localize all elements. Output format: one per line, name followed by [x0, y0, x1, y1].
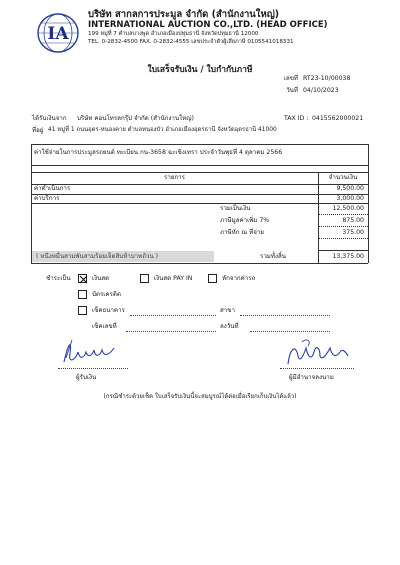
- col-item-header: รายการ: [164, 174, 185, 181]
- company-contact: TEL. 0-2832-4500 FAX. 0-2832-4555 เลขประจำตัวผู้เสียภาษี 0105541018331: [88, 39, 294, 45]
- tax-id: 0415562000021: [312, 115, 364, 122]
- cheque-bank-label: เช็คธนาคาร: [92, 307, 125, 314]
- deduct-option: หักจากค่ารถ: [222, 275, 256, 282]
- receiver-label: ผู้รับเงิน: [76, 374, 97, 381]
- vat-amount: 875.00: [342, 217, 364, 224]
- subtotal-label: รวมเป็นเงิน: [220, 205, 251, 212]
- authorized-signature: [282, 334, 352, 370]
- doc-date-label: วันที่: [286, 87, 298, 94]
- cash-checkbox[interactable]: [78, 274, 87, 283]
- company-address: 199 หมู่ที่ 7 ตำบลบางพูด อำเภอเมืองปทุมธานี จังหวัดปทุมธานี 12000: [88, 31, 259, 37]
- branch-label: สาขา: [220, 307, 235, 314]
- credit-card-option: บัตรเครดิต: [92, 291, 121, 298]
- withholding-label: ภาษีหัก ณ ที่จ่าย: [220, 229, 264, 236]
- row-item-1: ค่าดำเนินการ: [34, 185, 71, 192]
- col-amount-header: จำนวนเงิน: [328, 174, 358, 181]
- withholding-amount: 375.00: [342, 229, 364, 236]
- logo-text: IA: [47, 24, 69, 44]
- row-amount-1: 9,500.00: [336, 185, 364, 192]
- payin-option: เงินสด PAY IN: [154, 275, 193, 282]
- cheque-checkbox[interactable]: [78, 306, 87, 315]
- received-from-label: ได้รับเงินจาก: [32, 115, 67, 122]
- doc-date: 04/10/2023: [303, 87, 339, 94]
- credit-card-checkbox[interactable]: [78, 290, 87, 299]
- doc-number-label: เลขที่: [283, 75, 298, 82]
- company-name-en: INTERNATIONAL AUCTION CO.,LTD. (HEAD OFFICE): [88, 20, 328, 30]
- address-label: ที่อยู่: [32, 127, 44, 134]
- company-logo: [36, 12, 80, 54]
- subtotal-amount: 12,500.00: [332, 205, 364, 212]
- payment-label: ชำระเป็น: [46, 275, 71, 282]
- row-item-2: ค่าบริการ: [34, 195, 60, 202]
- deduct-checkbox[interactable]: [208, 274, 217, 283]
- net-total-label: รวมทั้งสิ้น: [260, 253, 286, 260]
- customer-address: 41 หมู่ที่ 1 ถนนอุดร-หนองคาย ตำบลหนองบัว อำเภอเมืองอุดรธานี จังหวัดอุดรธานี 41000: [48, 127, 277, 133]
- tax-id-label: TAX ID :: [284, 115, 309, 122]
- cash-option: เงินสด: [92, 275, 110, 282]
- amount-in-words: ( หนึ่งหมื่นสามพันสามร้อยเจ็ดสิบห้าบาทถ้วน ): [36, 253, 159, 260]
- receiver-signature: [58, 334, 120, 368]
- row-amount-2: 3,000.00: [336, 195, 364, 202]
- footnote: (กรณีชำระด้วยเช็ค ใบเสร็จรับเงินนี้จะสมบูรณ์ได้ต่อเมื่อเรียกเก็บเงินได้แล้ว): [103, 393, 297, 400]
- company-name-th: บริษัท สากลการประมูล จำกัด (สำนักงานใหญ่): [88, 9, 280, 20]
- cheque-date-label: ลงวันที่: [220, 323, 239, 330]
- description-text: ค่าใช้จ่ายในการประมูลรถยนต์ ทะเบียน กน-3658 ฉะเชิงเทรา ประจำวันพุธที่ 4 ตุลาคม 2566: [34, 149, 283, 156]
- cheque-number-label: เช็คเลขที่: [92, 323, 117, 330]
- payin-checkbox[interactable]: [140, 274, 149, 283]
- vat-label: ภาษีมูลค่าเพิ่ม 7%: [220, 217, 270, 224]
- doc-number: RT23-10/00038: [303, 75, 351, 82]
- document-title: ใบเสร็จรับเงิน / ใบกำกับภาษี: [147, 65, 253, 75]
- customer-name: บริษัท คอนโทรลกรุ๊ป จำกัด (สำนักงานใหญ่): [77, 115, 194, 122]
- net-total-amount: 13,375.00: [332, 253, 364, 260]
- authorized-label: ผู้มีอำนาจลงนาม: [289, 374, 334, 381]
